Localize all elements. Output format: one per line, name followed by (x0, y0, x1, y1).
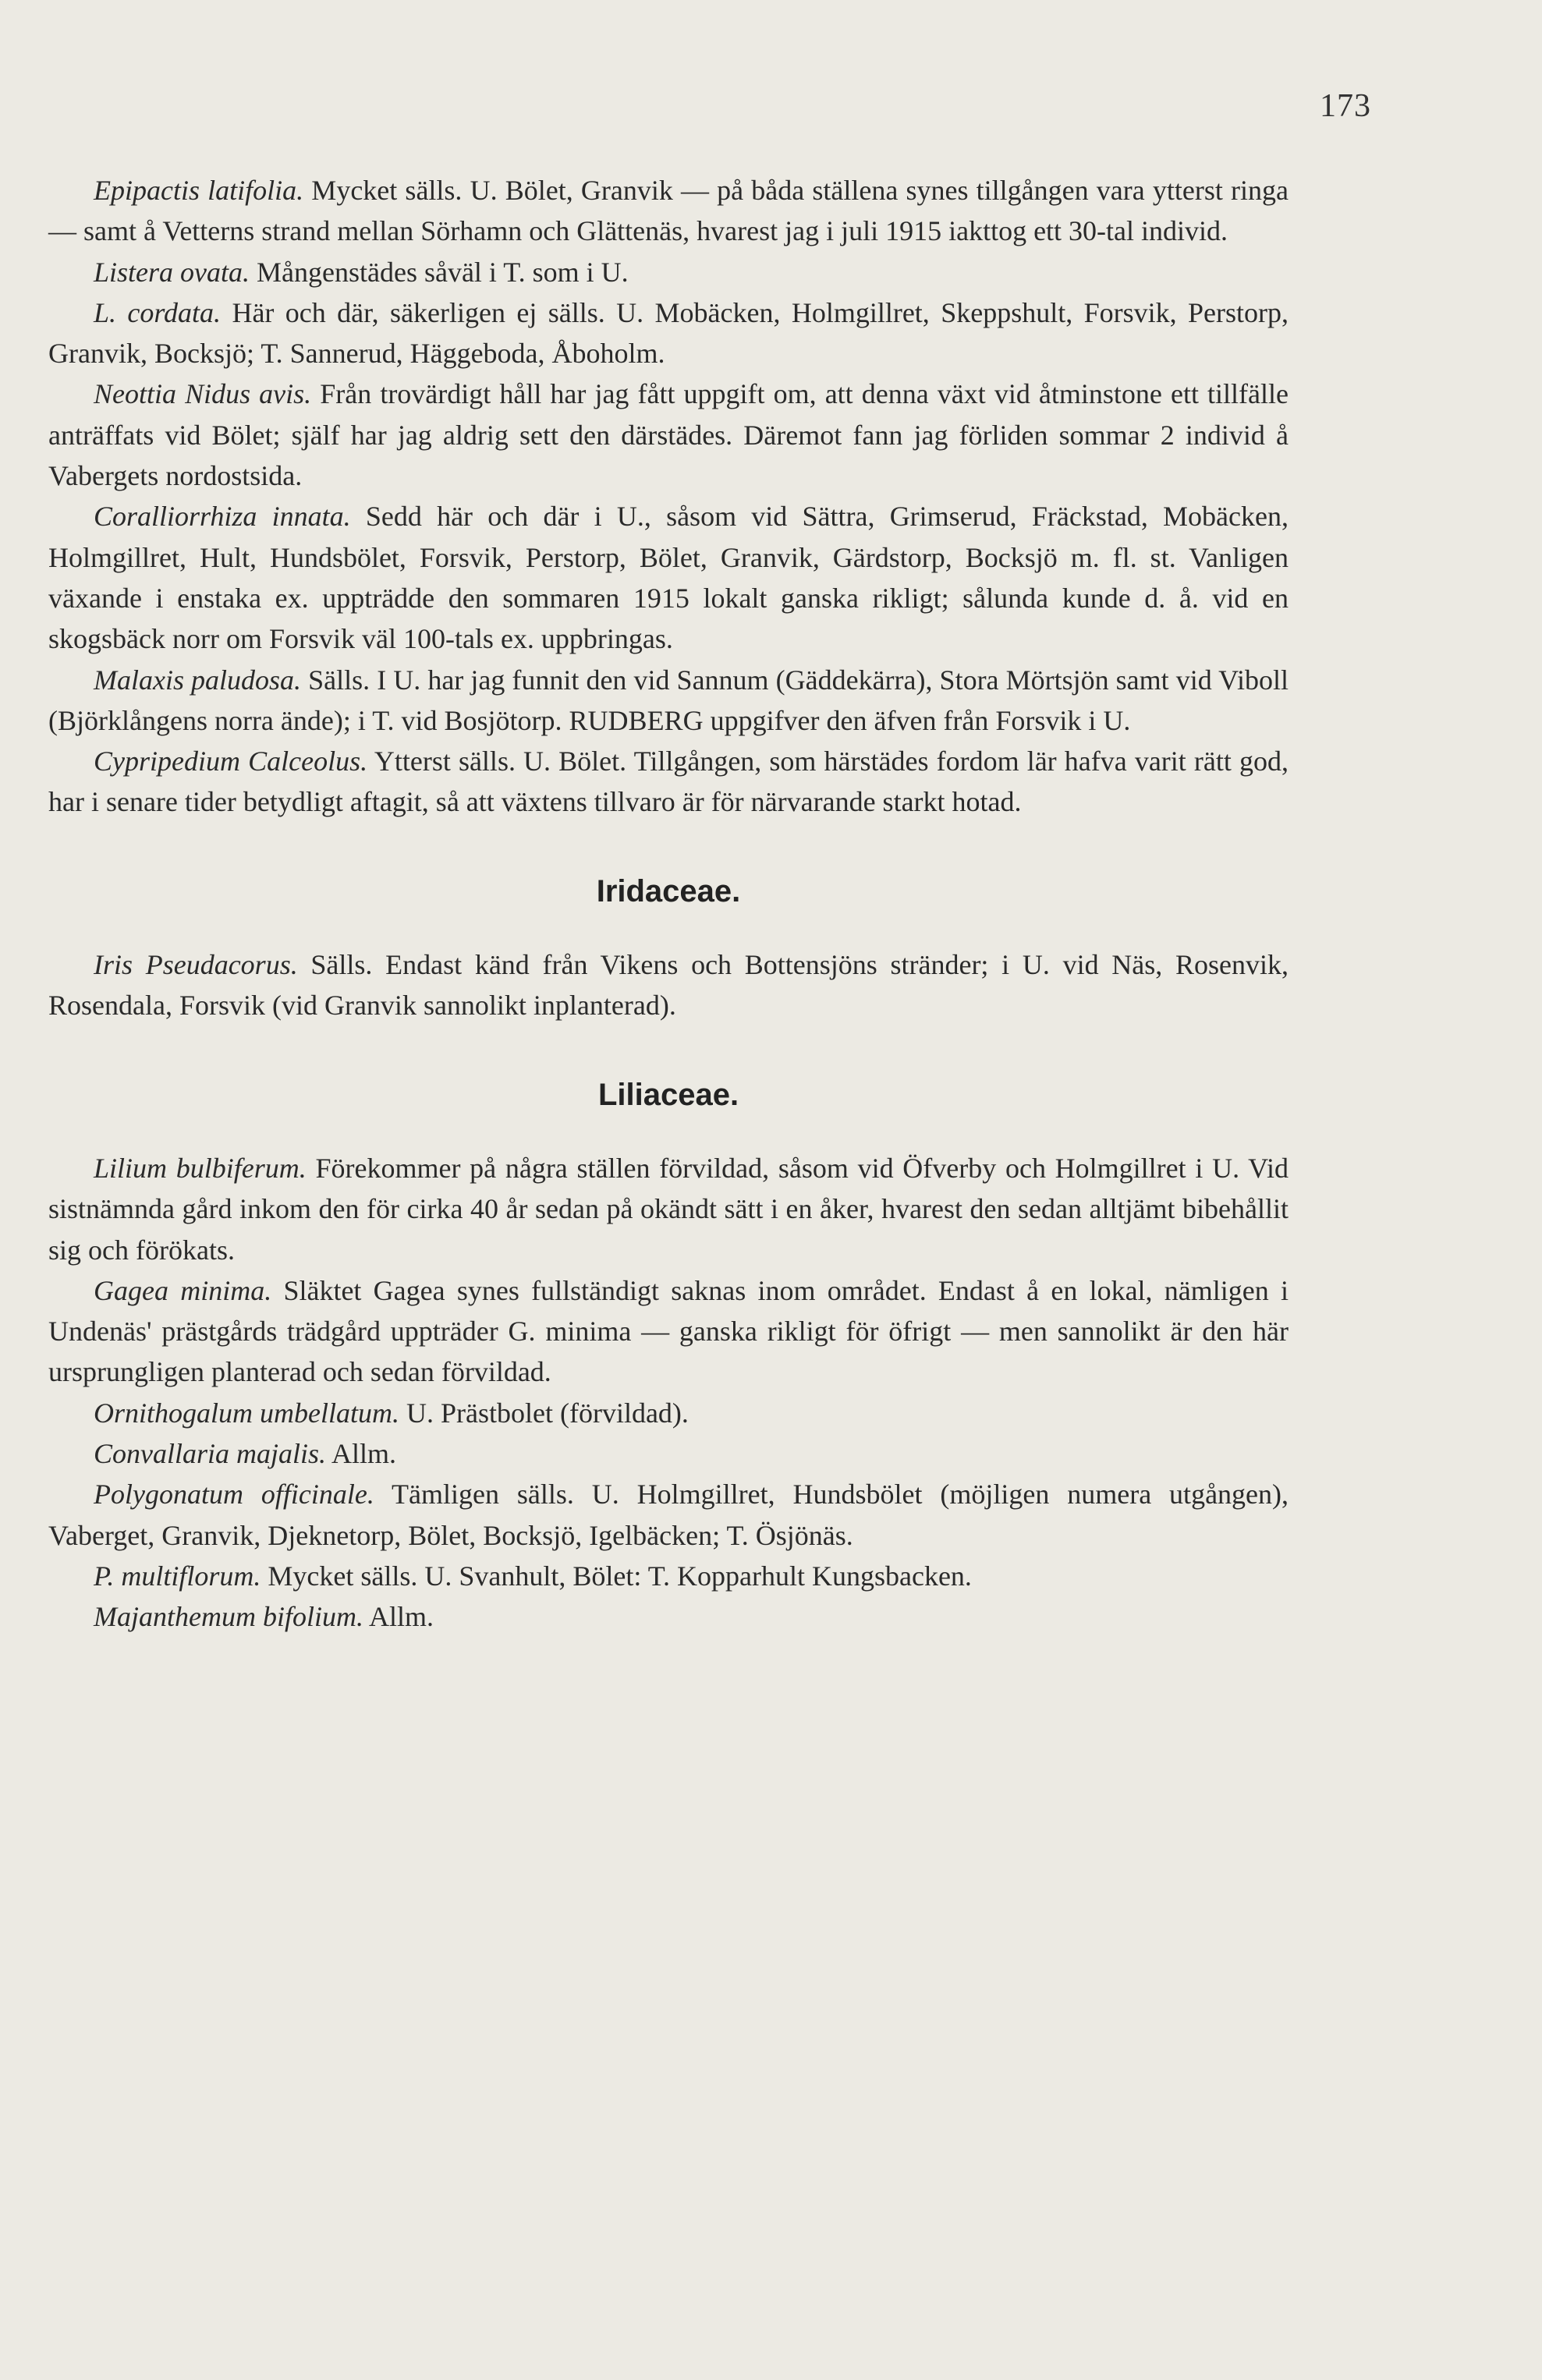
species-entry (48, 252, 1289, 292)
page-body (48, 170, 1289, 1638)
species-entry (48, 1474, 1289, 1556)
entry-text: Mycket sälls. U. Bölet, Granvik — på båda ställena synes tillgången vara ytterst ringa — samt å Vetterns strand mellan Sörhamn och Glättenäs, hvarest jag i juli 1915 iakttog ett 30-tal individ. (48, 175, 1289, 247)
entry-text: Allm. (326, 1438, 397, 1470)
species-name: Coralliorrhiza innata. (94, 501, 351, 533)
species-entry (48, 496, 1289, 659)
entry-text: Sedd här och där i U., såsom vid Sättra, Grimserud, Fräckstad, Mobäcken, Holmgillret, Hult, Hundsbölet, Forsvik, Perstorp, Bölet, Granvik, Gärdstorp, Bocksjö m. fl. st. Vanligen växande i enstaka ex. uppträdde den sommaren 1915 lokalt ganska rikligt; sålunda kunde d. å. vid en skogsbäck norr om Forsvik väl 100-tals ex. uppbringas. (48, 501, 1289, 655)
species-name: Listera ovata. (94, 256, 250, 288)
species-name: Majanthemum bifolium. (94, 1601, 363, 1633)
species-name: Epipactis latifolia. (94, 175, 304, 206)
entry-text: Sälls. Endast känd från Vikens och Bottensjöns stränder; i U. vid Näs, Rosenvik, Rosendala, Forsvik (vid Granvik sannolikt inplanterad). (48, 949, 1289, 1022)
section-heading: Iridaceae. (596, 873, 741, 908)
species-entry (48, 1148, 1289, 1270)
entry-text: U. Prästbolet (förvildad). (399, 1397, 689, 1429)
species-entry (48, 1556, 1289, 1596)
species-name: Convallaria majalis. (94, 1438, 327, 1470)
species-name: Neottia Nidus avis. (94, 378, 312, 410)
species-entry (48, 170, 1289, 252)
species-name: Cypripedium Calceolus. (94, 746, 368, 777)
entry-text: Från trovärdigt håll har jag fått uppgift om, att denna växt vid åtminstone ett tillfälle anträffats vid Bölet; själf har jag aldrig sett den därstädes. Däremot fann jag förliden sommar 2 individ å Vabergets nordostsida. (48, 378, 1289, 492)
entry-text: Mångenstädes såväl i T. som i U. (250, 256, 629, 288)
section-heading: Liliaceae. (597, 1077, 739, 1112)
species-entry (48, 741, 1289, 823)
species-entry (48, 1433, 1289, 1474)
entry-text: Mycket sälls. U. Svanhult, Bölet: T. Kopparhult Kungsbacken. (261, 1560, 972, 1592)
species-entry (48, 292, 1289, 374)
species-name: L. cordata. (94, 296, 222, 328)
species-name: Lilium bulbiferum. (94, 1152, 307, 1184)
species-entry (48, 1596, 1289, 1637)
species-entry (48, 660, 1289, 742)
entry-text: Sälls. I U. har jag funnit den vid Sannum (Gäddekärra), Stora Mörtsjön samt vid Viboll (Björklångens norra ände); i T. vid Bosjötorp. RUDBERG uppgifver den äfven från Forsvik i U. (48, 664, 1289, 736)
species-entry (48, 374, 1289, 496)
species-name: P. multiflorum. (94, 1560, 261, 1592)
species-name: Iris Pseudacorus. (94, 949, 298, 981)
entry-text: Tämligen sälls. U. Holmgillret, Hundsbölet (möjligen numera utgången), Vaberget, Granvik, Djeknetorp, Bölet, Bocksjö, Igelbäcken; T. Ösjönäs. (48, 1479, 1289, 1551)
species-entry (48, 944, 1289, 1026)
species-entry (48, 1270, 1289, 1393)
species-name: Ornithogalum umbellatum. (94, 1397, 399, 1429)
entry-text: Här och där, säkerligen ej sälls. U. Mobäcken, Holmgillret, Skeppshult, Forsvik, Perstorp, Granvik, Bocksjö; T. Sannerud, Häggeboda, Åboholm. (48, 296, 1289, 370)
species-name: Malaxis paludosa. (94, 664, 302, 696)
entry-text: Förekommer på några ställen förvildad, såsom vid Öfverby och Holmgillret i U. Vid sistnämnda gård inkom den för cirka 40 år sedan på okändt sätt i en åker, hvarest den sedan alltjämt bibehållit sig och förökats. (48, 1152, 1289, 1266)
species-entry (48, 1393, 1289, 1433)
species-name: Polygonatum officinale. (94, 1479, 374, 1511)
species-name: Gagea minima. (94, 1274, 272, 1306)
entry-text: Allm. (363, 1601, 434, 1633)
entry-text: Släktet Gagea synes fullständigt saknas inom området. Endast å en lokal, nämligen i Undenäs' prästgårds trädgård uppträder G. minima — ganska rikligt för öfrigt — men sannolikt är den här ursprungligen planterad och sedan förvildad. (48, 1274, 1289, 1388)
entry-text: Ytterst sälls. U. Bölet. Tillgången, som härstädes fordom lär hafva varit rätt god, har i senare tider betydligt aftagit, så att växtens tillvaro är för närvarande starkt hotad. (48, 746, 1289, 818)
page-number: 173 (1320, 88, 1371, 124)
